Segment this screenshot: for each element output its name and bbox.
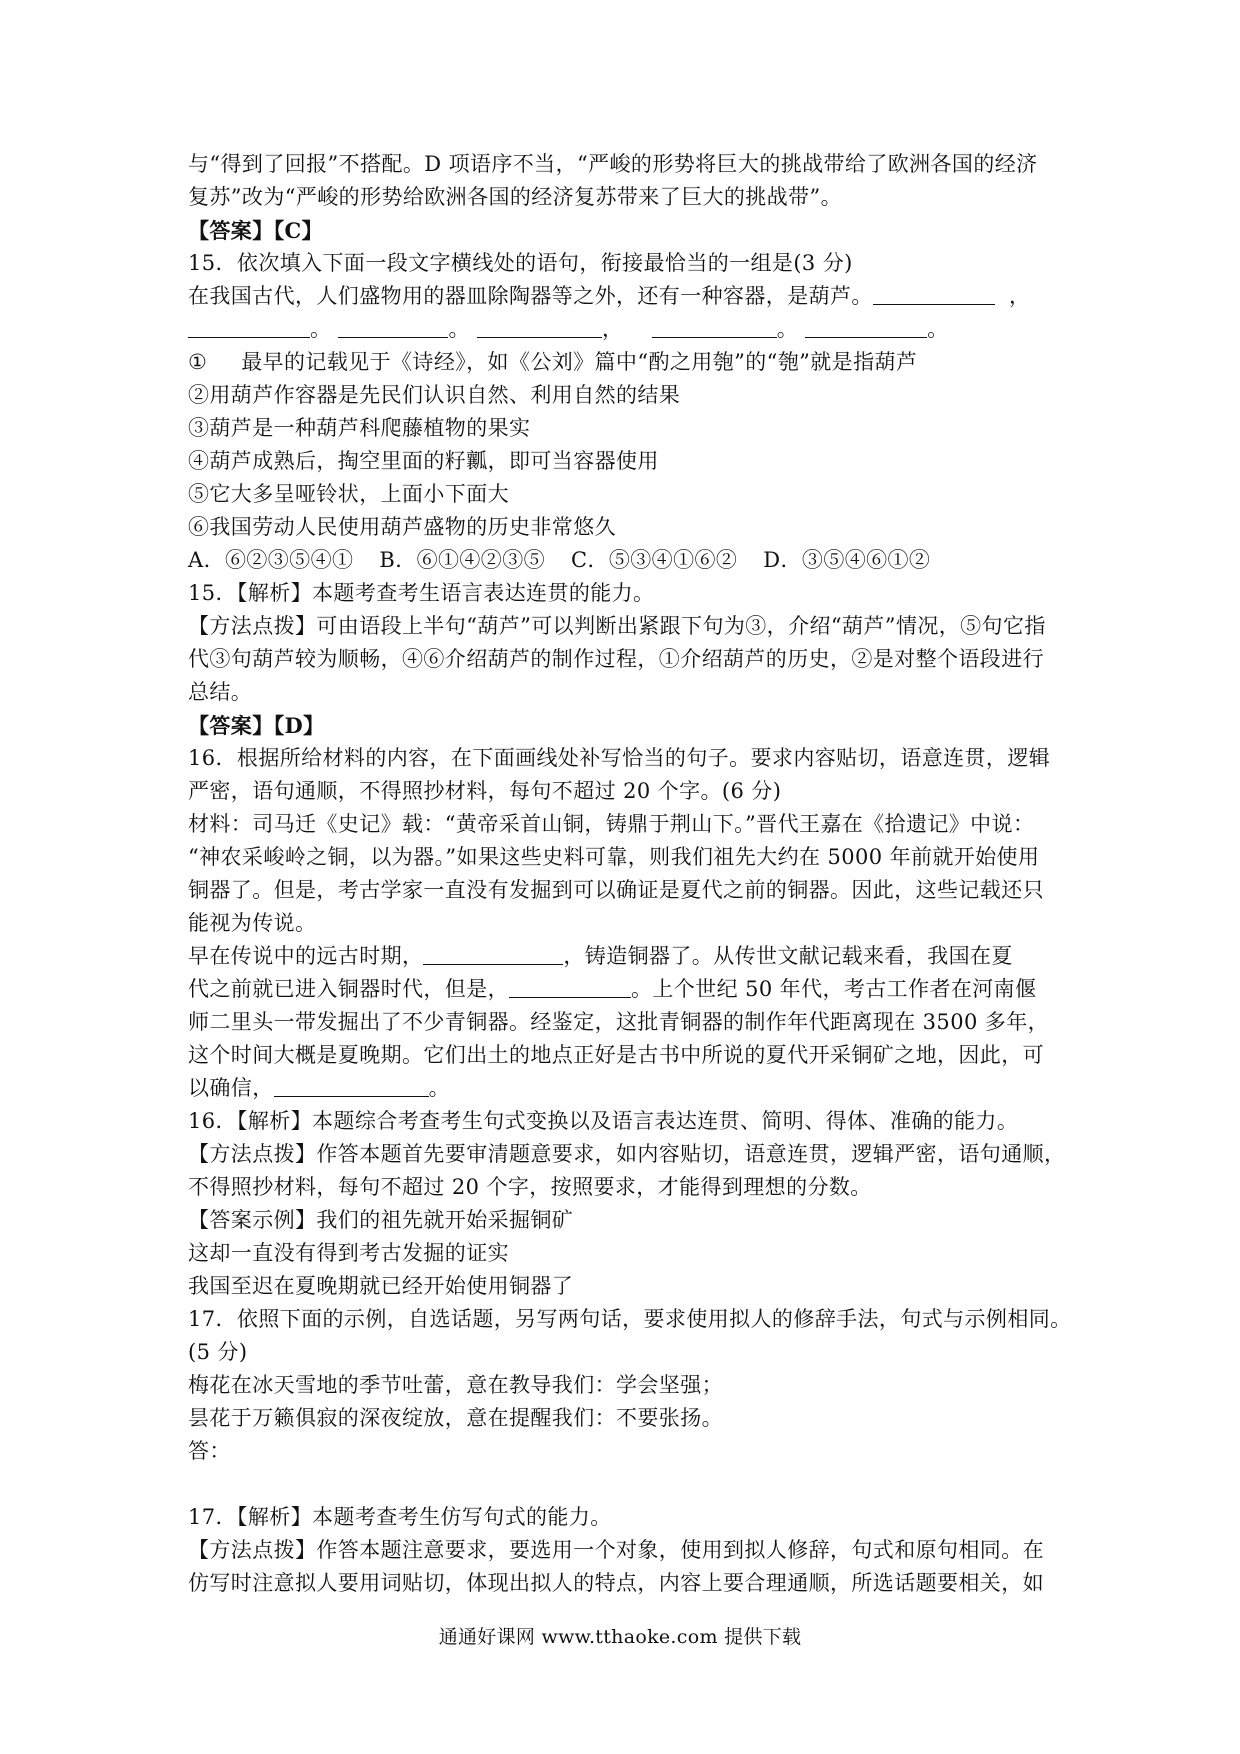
method-17: 【方法点拨】作答本题注意要求，要选用一个对象，使用到拟人修辞，句式和原句相同。在	[188, 1538, 1044, 1562]
page-footer: 通通好课网 www.tthaoke.com 提供下载	[438, 1626, 802, 1648]
question-16-title: 严密，语句通顺，不得照抄材料，每句不超过 20 个字。(6 分)	[188, 779, 782, 803]
fill-blank	[873, 286, 995, 305]
choice-item: ⑥我国劳动人民使用葫芦盛物的历史非常悠久	[188, 515, 616, 539]
analysis-15: 15．【解析】本题考查考生语言表达连贯的能力。	[188, 581, 655, 605]
method-17: 仿写时注意拟人要用词贴切，体现出拟人的特点，内容上要合理通顺，所选话题要相关，如	[188, 1571, 1044, 1595]
method-16: 【方法点拨】作答本题首先要审清题意要求，如内容贴切，语意连贯，逻辑严密，语句通顺，	[188, 1142, 1066, 1166]
option-c: C．⑤③④①⑥②	[571, 548, 738, 572]
method-16: 不得照抄材料，每句不超过 20 个字，按照要求，才能得到理想的分数。	[188, 1175, 872, 1199]
document-body	[188, 148, 1072, 1600]
fill-blank	[805, 319, 927, 338]
analysis-16: 16．【解析】本题综合考查考生句式变换以及语言表达连贯、简明、得体、准确的能力。	[188, 1109, 1019, 1133]
fill-blank	[509, 979, 631, 998]
answer-example: 这却一直没有得到考古发掘的证实	[188, 1241, 509, 1265]
choice-item: ④葫芦成熟后，掏空里面的籽瓤，即可当容器使用	[188, 449, 659, 473]
fill-blank	[338, 319, 448, 338]
answer-prompt: 答：	[188, 1439, 231, 1463]
choice-item: ②用葫芦作容器是先民们认识自然、利用自然的结果	[188, 383, 681, 407]
text-line: 与“得到了回报”不搭配。D 项语序不当，“严峻的形势将巨大的挑战带给了欧洲各国的经济	[188, 152, 1038, 176]
passage-text: 在我国古代，人们盛物用的器皿除陶器等之外，还有一种容器，是葫芦。	[188, 284, 873, 308]
punctuation: 。	[448, 317, 470, 341]
passage-text: ，铸造铜器了。从传世文献记载来看，我国在夏	[563, 944, 1013, 968]
material-text: 能视为传说。	[188, 911, 317, 935]
passage-text: 。上个世纪 50 年代，考古工作者在河南偃	[631, 977, 1037, 1001]
analysis-17: 17．【解析】本题考查考生仿写句式的能力。	[188, 1505, 612, 1529]
punctuation: 。	[310, 317, 332, 341]
question-17-title: (5 分)	[188, 1340, 248, 1364]
option-a: A．⑥②③⑤④①	[188, 548, 354, 572]
material-text: “神农采峻岭之铜，以为器。”如果这些史料可靠，则我们祖先大约在 5000 年前就开始使用	[188, 845, 1040, 869]
blank-space	[188, 1468, 1068, 1501]
punctuation: 。	[776, 317, 799, 341]
answer-label: 【答案】【C】	[188, 218, 324, 243]
answer-label: 【答案】【D】	[188, 713, 325, 738]
passage-text: 以确信，	[188, 1076, 274, 1100]
choice-number: ①	[188, 350, 208, 374]
question-15-title: 15．依次填入下面一段文字横线处的语句，衔接最恰当的一组是(3 分)	[188, 251, 853, 275]
material-text: 铜器了。但是，考古学家一直没有发掘到可以确证是夏代之前的铜器。因此，这些记载还只	[188, 878, 1044, 902]
fill-blank	[477, 319, 602, 338]
passage-line: 这个时间大概是夏晚期。它们出土的地点正好是古书中所说的夏代开采铜矿之地，因此，可	[188, 1043, 1044, 1067]
passage-line	[188, 1072, 1068, 1105]
option-b: B．⑥①④②③⑤	[379, 548, 546, 572]
option-d: D．③⑤④⑥①②	[763, 548, 931, 572]
fill-blank	[423, 946, 563, 965]
passage-line	[188, 973, 1068, 1006]
punctuation: 。	[428, 1076, 451, 1100]
sample-sentence: 昙花于万籁俱寂的深夜绽放，意在提醒我们：不要张扬。	[188, 1406, 723, 1430]
choice-text: 最早的记载见于《诗经》，如《公刘》篇中“酌之用匏”的“匏”就是指葫芦	[241, 350, 918, 374]
question-17-title: 17．依照下面的示例，自选话题，另写两句话，要求使用拟人的修辞手法，句式与示例相同。	[188, 1307, 1072, 1331]
method-15: 【方法点拨】可由语段上半句“葫芦”可以判断出紧跟下句为③，介绍“葫芦”情况，⑤句它指	[188, 614, 1046, 638]
passage-line	[188, 940, 1068, 973]
passage-text: 代之前就已进入铜器时代，但是，	[188, 977, 509, 1001]
material-text: 材料：司马迁《史记》载：“黄帝采首山铜，铸鼎于荆山下。”晋代王嘉在《拾遗记》中说：	[188, 812, 1035, 836]
choice-item	[188, 346, 1068, 379]
method-15: 总结。	[188, 680, 253, 704]
method-15: 代③句葫芦较为顺畅，④⑥介绍葫芦的制作过程，①介绍葫芦的历史，②是对整个语段进行	[188, 647, 1044, 671]
punctuation: 。	[927, 317, 949, 341]
punctuation: ，	[601, 317, 624, 341]
fill-blank	[652, 319, 777, 338]
fill-blank	[188, 319, 310, 338]
choice-item: ⑤它大多呈哑铃状，上面小下面大	[188, 482, 509, 506]
fill-blank	[274, 1078, 429, 1097]
question-16-title: 16．根据所给材料的内容，在下面画线处补写恰当的句子。要求内容贴切，语意连贯，逻辑	[188, 746, 1051, 770]
punctuation: ，	[1008, 284, 1031, 308]
question-15-blanks	[188, 313, 1068, 346]
answer-example: 【答案示例】我们的祖先就开始采掘铜矿	[188, 1208, 574, 1232]
choice-item: ③葫芦是一种葫芦科爬藤植物的果实	[188, 416, 531, 440]
question-15-passage	[188, 280, 1068, 313]
options-row	[188, 544, 1068, 577]
text-line: 复苏”改为“严峻的形势给欧洲各国的经济复苏带来了巨大的挑战带”。	[188, 185, 843, 209]
passage-line: 师二里头一带发掘出了不少青铜器。经鉴定，这批青铜器的制作年代距离现在 3500 多年，	[188, 1010, 1049, 1034]
answer-example: 我国至迟在夏晚期就已经开始使用铜器了	[188, 1274, 574, 1298]
passage-text: 早在传说中的远古时期，	[188, 944, 424, 968]
sample-sentence: 梅花在冰天雪地的季节吐蕾，意在教导我们：学会坚强；	[188, 1373, 723, 1397]
